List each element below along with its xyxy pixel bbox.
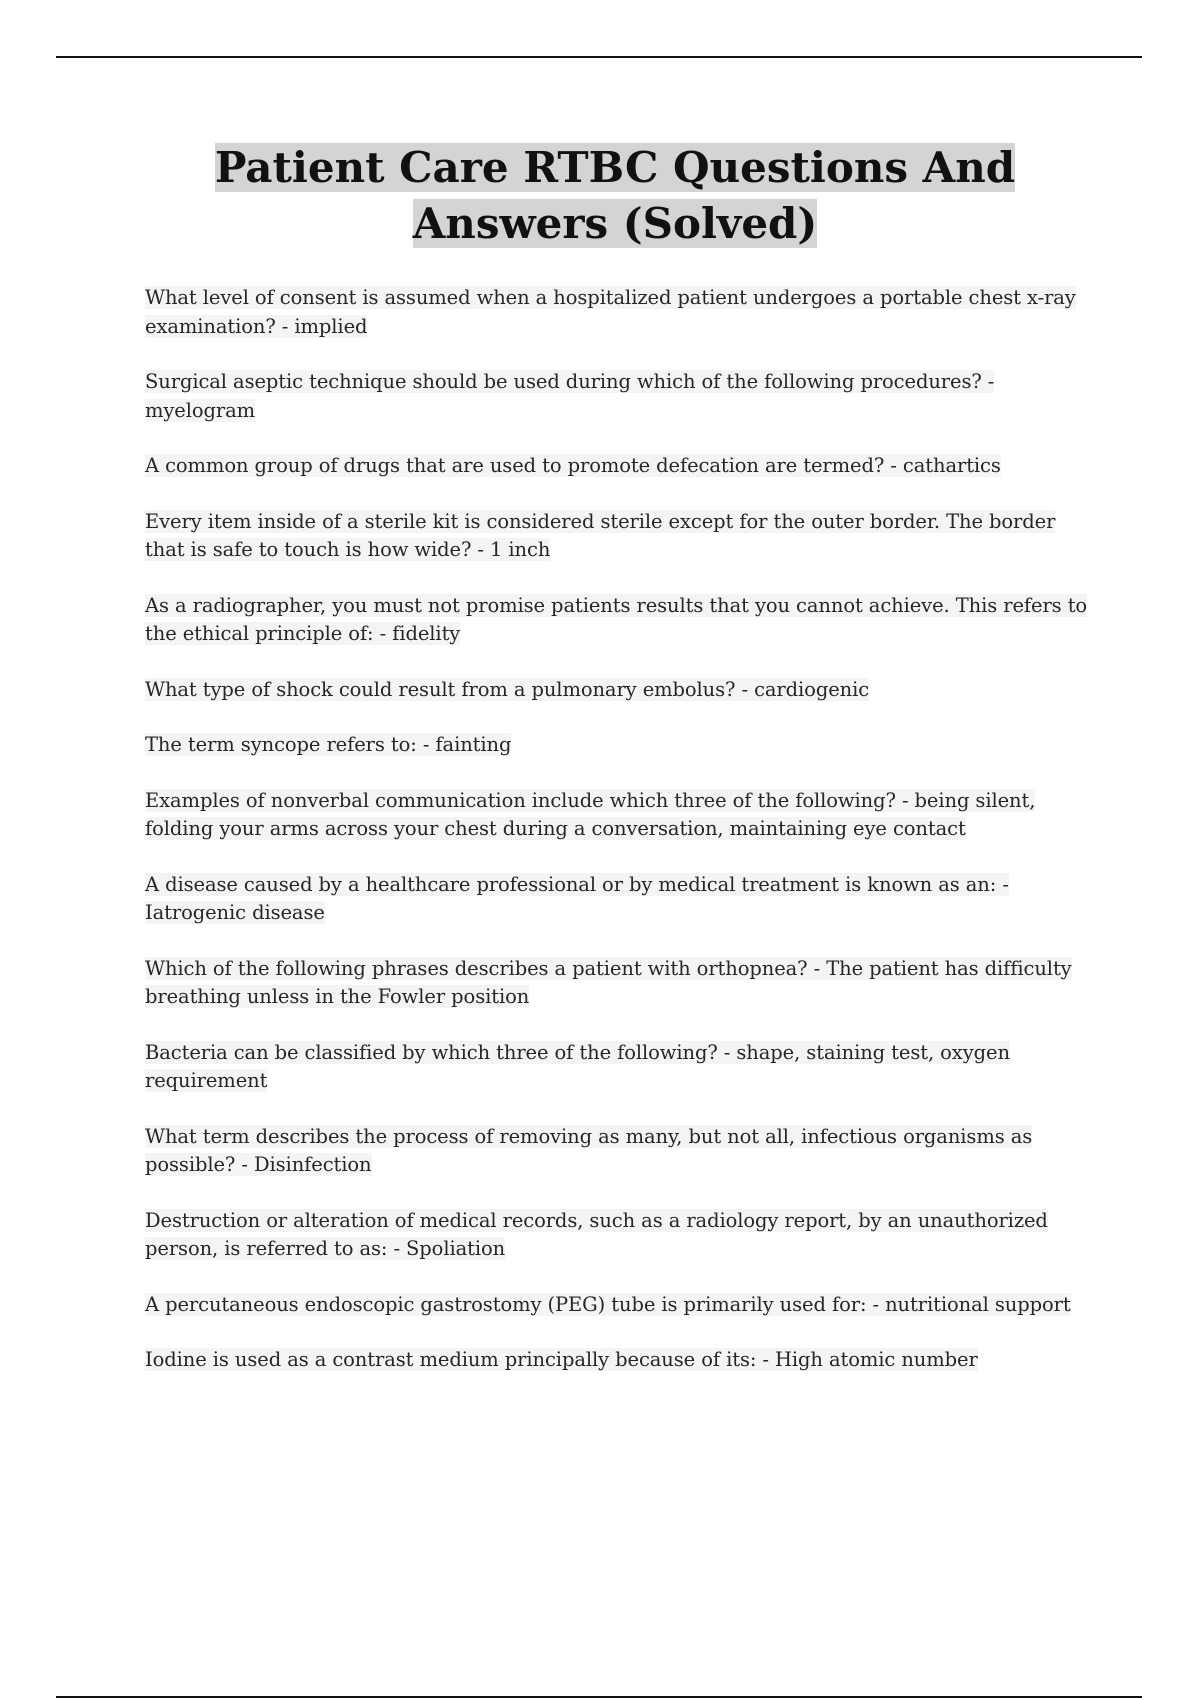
qa-text: What level of consent is assumed when a hospitalized patient undergoes a portable chest x-ray examination? - implied bbox=[145, 286, 1076, 338]
qa-item bbox=[145, 592, 1090, 649]
qa-text: A disease caused by a healthcare professional or by medical treatment is known as an: - Iatrogenic disease bbox=[145, 872, 1009, 924]
qa-text: Destruction or alteration of medical records, such as a radiology report, by an unauthorized person, is referred to as: - Spoliation bbox=[145, 1208, 1048, 1260]
qa-text: Every item inside of a sterile kit is considered sterile except for the outer border. The border that is safe to touch is how wide? - 1 inch bbox=[145, 509, 1056, 561]
qa-item bbox=[145, 955, 1090, 1012]
qa-text: As a radiographer, you must not promise patients results that you cannot achieve. This refers to the ethical principle of: - fidelity bbox=[145, 593, 1088, 645]
qa-text: A common group of drugs that are used to promote defecation are termed? - cathartics bbox=[145, 454, 1001, 477]
qa-item bbox=[145, 1123, 1090, 1180]
qa-text: What term describes the process of removing as many, but not all, infectious organisms as possible? - Disinfection bbox=[145, 1124, 1033, 1176]
qa-list bbox=[145, 284, 1090, 1402]
qa-text: A percutaneous endoscopic gastrostomy (PEG) tube is primarily used for: - nutritional support bbox=[145, 1292, 1071, 1316]
qa-text: What type of shock could result from a pulmonary embolus? - cardiogenic bbox=[145, 677, 870, 701]
qa-text: Iodine is used as a contrast medium principally because of its: - High atomic number bbox=[145, 1348, 978, 1371]
qa-item bbox=[145, 1207, 1090, 1264]
qa-text: Bacteria can be classified by which three of the following? - shape, staining test, oxygen requirement bbox=[145, 1040, 1010, 1092]
qa-item bbox=[145, 871, 1090, 928]
qa-item bbox=[145, 1039, 1090, 1096]
qa-item bbox=[145, 1346, 1090, 1375]
qa-item bbox=[145, 508, 1090, 565]
bottom-rule bbox=[56, 1696, 1142, 1698]
document-title-text: Patient Care RTBC Questions And Answers (Solved) bbox=[214, 143, 1016, 248]
qa-item bbox=[145, 787, 1090, 844]
qa-text: Surgical aseptic technique should be used during which of the following procedures? - myelogram bbox=[145, 370, 995, 422]
top-rule bbox=[56, 56, 1142, 58]
qa-item bbox=[145, 452, 1090, 481]
qa-item bbox=[145, 676, 1090, 705]
qa-text: Which of the following phrases describes a patient with orthopnea? - The patient has difficulty breathing unless in the Fowler position bbox=[145, 956, 1072, 1008]
qa-text: The term syncope refers to: - fainting bbox=[145, 733, 512, 756]
qa-item bbox=[145, 731, 1090, 760]
qa-text: Examples of nonverbal communication include which three of the following? - being silent, folding your arms across your chest during a conversation, maintaining eye contact bbox=[145, 788, 1036, 840]
qa-item bbox=[145, 1291, 1090, 1320]
document-title bbox=[145, 140, 1085, 252]
qa-item bbox=[145, 368, 1090, 425]
qa-item bbox=[145, 284, 1090, 341]
